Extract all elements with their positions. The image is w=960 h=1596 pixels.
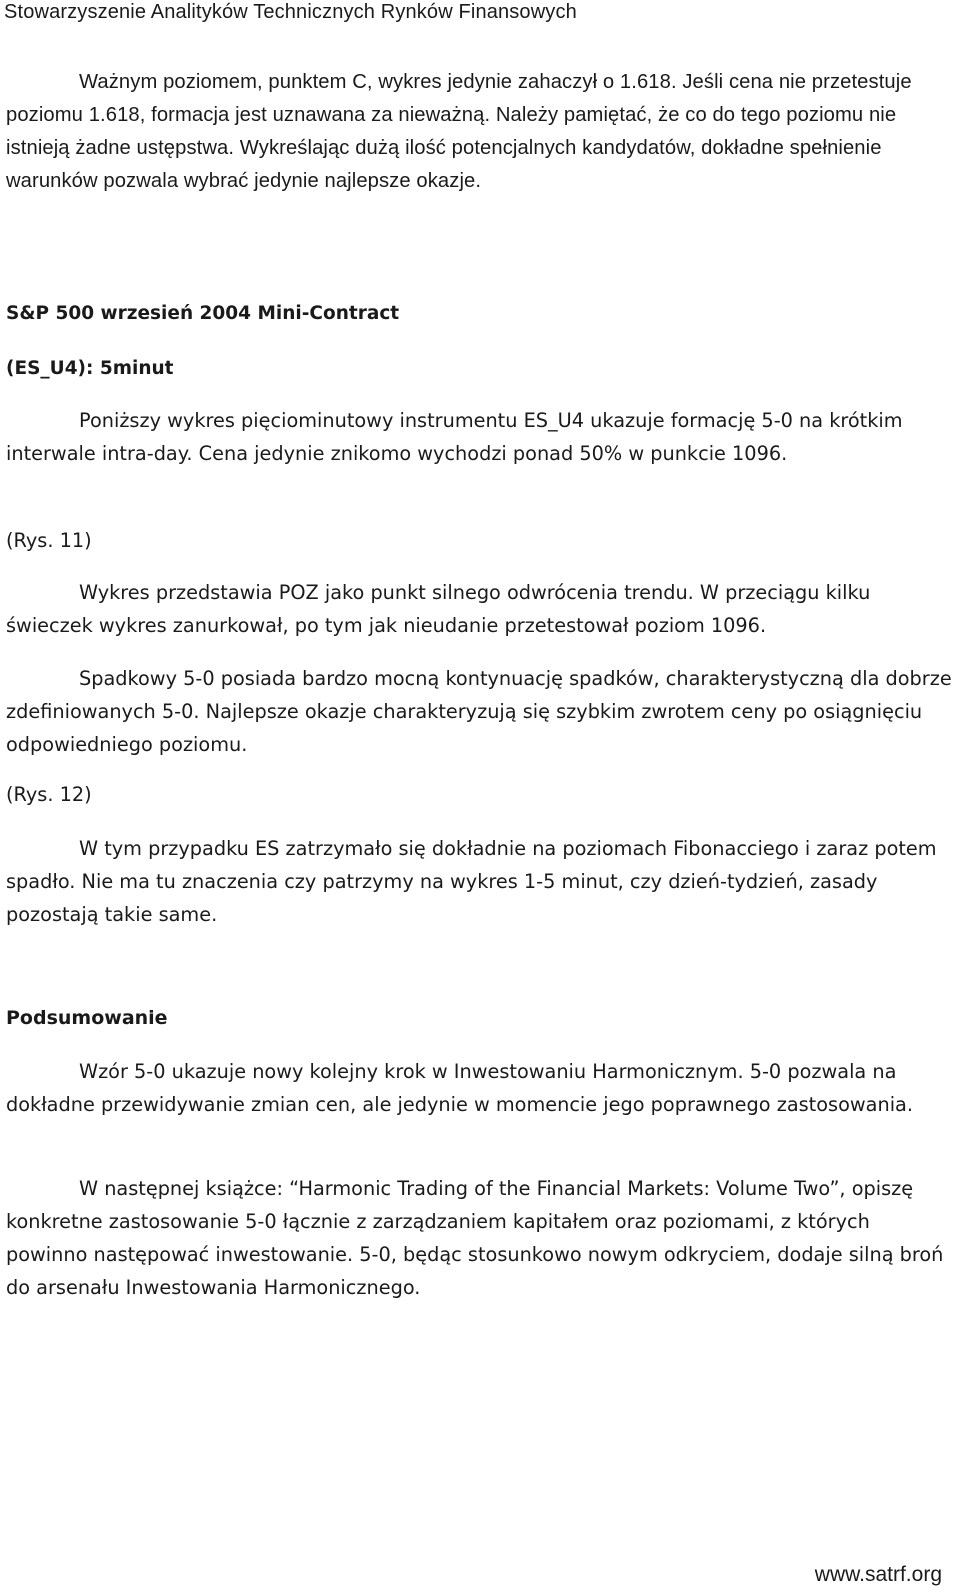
- section-heading-line2: (ES_U4): 5minut: [6, 358, 174, 379]
- summary-paragraph-2: W następnej książce: “Harmonic Trading of the Financial Markets: Volume Two”, opiszę konkretne zastosowanie 5-0 łącznie z zarządzaniem kapitałem oraz poziomami, z których powinno następować inwestowanie. 5-0, będąc stosunkowo nowym odkryciem, dodaje silną broń do arsenału Inwestowania Harmonicznego.: [6, 1177, 944, 1299]
- section-paragraph-block: [6, 404, 952, 470]
- document-header: Stowarzyszenie Analityków Technicznych Rynków Finansowych: [4, 1, 577, 23]
- section-paragraph-4: W tym przypadku ES zatrzymało się dokładnie na poziomach Fibonacciego i zaraz potem spadło. Nie ma tu znaczenia czy patrzymy na wykres 1-5 minut, czy dzień-tydzień, zasady pozostają takie same.: [6, 837, 937, 926]
- section-paragraph-block: [6, 662, 952, 761]
- figure-reference-12: (Rys. 12): [6, 783, 92, 806]
- intro-paragraph-block: [6, 66, 952, 198]
- summary-paragraph-1: Wzór 5-0 ukazuje nowy kolejny krok w Inwestowaniu Harmonicznym. 5-0 pozwala na dokładne przewidywanie zmian cen, ale jedynie w momencie jego poprawnego zastosowania.: [6, 1060, 913, 1116]
- figure-reference-11: (Rys. 11): [6, 529, 92, 552]
- summary-paragraph-block: [6, 1055, 952, 1121]
- section-paragraph-3: Spadkowy 5-0 posiada bardzo mocną kontynuację spadków, charakterystyczną dla dobrze zdefiniowanych 5-0. Najlepsze okazje charakteryzują się szybkim zwrotem ceny po osiągnięciu odpowiedniego poziomu.: [6, 667, 952, 756]
- section-paragraph-1: Poniższy wykres pięciominutowy instrumentu ES_U4 ukazuje formację 5-0 na krótkim interwale intra-day. Cena jedynie znikomo wychodzi ponad 50% w punkcie 1096.: [6, 409, 903, 465]
- section-paragraph-block: [6, 832, 952, 931]
- footer-url: www.satrf.org: [814, 1563, 942, 1586]
- summary-heading: Podsumowanie: [6, 1007, 168, 1029]
- section-paragraph-block: [6, 576, 952, 642]
- summary-paragraph-block: [6, 1172, 952, 1304]
- section-paragraph-2: Wykres przedstawia POZ jako punkt silnego odwrócenia trendu. W przeciągu kilku świeczek wykres zanurkował, po tym jak nieudanie przetestował poziom 1096.: [6, 581, 871, 637]
- intro-paragraph: Ważnym poziomem, punktem C, wykres jedynie zahaczył o 1.618. Jeśli cena nie przetestuje poziomu 1.618, formacja jest uznawana za nieważną. Należy pamiętać, że co do tego poziomu nie istnieją żadne ustępstwa. Wykreślając dużą ilość potencjalnych kandydatów, dokładne spełnienie warunków pozwala wybrać jedynie najlepsze okazje.: [6, 71, 912, 192]
- section-heading-line1: S&P 500 wrzesień 2004 Mini-Contract: [6, 303, 400, 324]
